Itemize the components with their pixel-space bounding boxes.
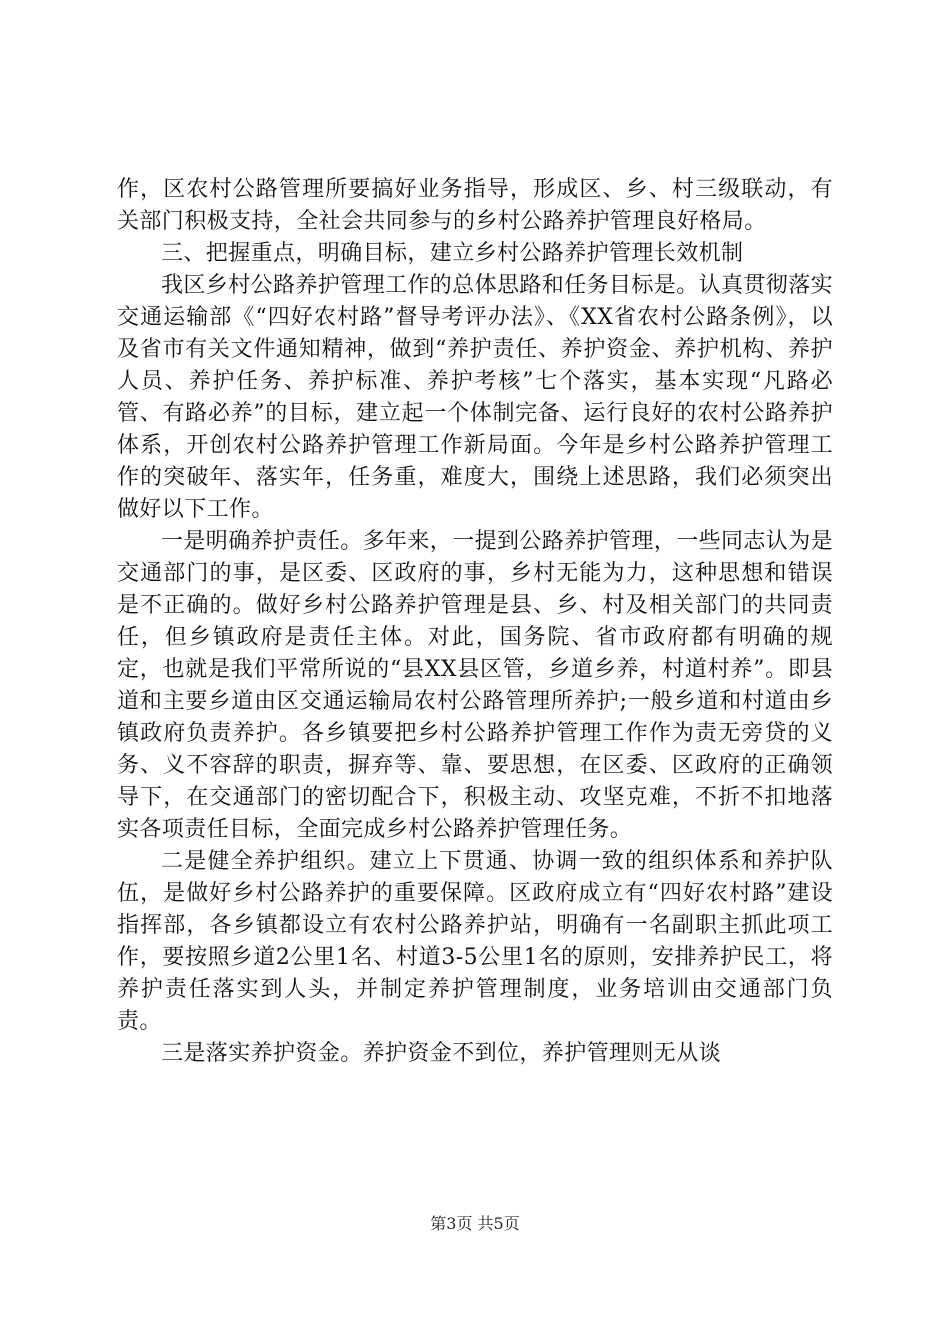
section-heading-three: 三、把握重点，明确目标，建立乡村公路养护管理长效机制 [161,241,744,266]
paragraph-organization: 二是健全养护组织。建立上下贯通、协调一致的组织体系和养护队伍，是做好乡村公路养护的重要保障。区政府成立有“四好农村路”建设指挥部，各乡镇都设立有农村公路养护站，明确有一名副职主抓此项工作，要按照乡道2公里1名、村道3-5公里1名的原则，安排养护民工，将养护责任落实到人头，并制定养护管理制度，业务培训由交通部门负责。 [117,849,833,1034]
page-number-footer: 第3页 共5页 [430,1214,520,1233]
paragraph-overall-goal: 我区乡村公路养护管理工作的总体思路和任务目标是。认真贯彻落实交通运输部《“四好农村路”督导考评办法》、《XX省农村公路条例》，以及省市有关文件通知精神，做到“养护责任、养护资金、养护机构、养护人员、养护任务、养护标准、养护考核”七个落实，基本实现“凡路必管、有路必养”的目标，建立起一个体制完备、运行良好的农村公路养护体系，开创农村公路养护管理工作新局面。今年是乡村公路养护管理工作的突破年、落实年，任务重，难度大，围绕上述思路，我们必须突出做好以下工作。 [117,273,834,522]
paragraph-continuation: 作，区农村公路管理所要搞好业务指导，形成区、乡、村三级联动，有关部门积极支持，全社会共同参与的乡村公路养护管理良好格局。 [117,177,833,234]
document-body [117,174,833,1070]
paragraph-funding: 三是落实养护资金。养护资金不到位，养护管理则无从谈 [161,1041,722,1066]
paragraph-responsibility: 一是明确养护责任。多年来，一提到公路养护管理，一些同志认为是交通部门的事，是区委、区政府的事，乡村无能为力，这种思想和错误是不正确的。做好乡村公路养护管理是县、乡、村及相关部门的共同责任，但乡镇政府是责任主体。对此，国务院、省市政府都有明确的规定，也就是我们平常所说的“县XX县区管，乡道乡养，村道村养”。即县道和主要乡道由区交通运输局农村公路管理所养护;一般乡道和村道由乡镇政府负责养护。各乡镇要把乡村公路养护管理工作作为责无旁贷的义务、义不容辞的职责，摒弃等、靠、要思想，在区委、区政府的正确领导下，在交通部门的密切配合下，积极主动、攻坚克难，不折不扣地落实各项责任目标，全面完成乡村公路养护管理任务。 [117,529,834,842]
